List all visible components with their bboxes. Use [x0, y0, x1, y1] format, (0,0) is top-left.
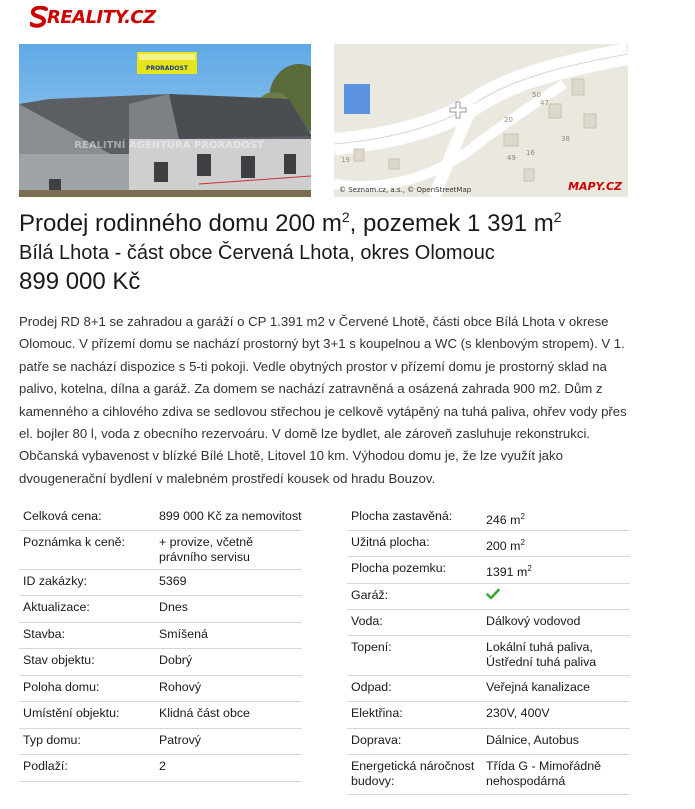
param-row — [347, 755, 630, 795]
param-label: Plocha zastavěná: — [351, 509, 453, 523]
params-right — [347, 505, 630, 795]
param-row — [347, 610, 630, 636]
param-value-text: Rohový — [159, 680, 202, 694]
listing-description: Prodej RD 8+1 se zahradou a garáží o CP 1.391 m2 v Červené Lhotě, části obce Bílá Lhota v okrese Olomouc. V přízemí domu se nachází prostorný byt 3+1 s koupelnou a WC (s klenbovým stropem). V 1. patře se nachází dispozice s 5-ti pokoji. Vedle obytných prostor v přízemí domu je prostorný sklad na palivo, kotelna, dílna a garáž. Za domem se nachází zatravněná a osázená zahrada 900 m2. Dům z kamenného a cihlového zdiva se sedlovou střechou je celkově vytápěný na tuhá paliva, ohřev vody přes el. bojler 80 l, voda z obecního rezervoáru. V domě lze bydlet, ale zároveň zasluhuje rekonstrukci. Občanská vybavenost v blízké Bílé Lhotě, Litovel 10 km. Výhodou domu je, že lze využít jako dvougenerační bydlení v malebném prostředí kousek od hradu Bouzov. — [19, 314, 627, 486]
listing-price: 899 000 Kč — [19, 268, 141, 295]
param-value — [486, 640, 630, 675]
param-value — [486, 561, 630, 583]
param-row — [19, 676, 302, 702]
param-label: Stavba: — [23, 627, 66, 641]
param-value-text: 5369 — [159, 574, 187, 588]
house-number: 49 — [507, 154, 516, 162]
photo-watermark: REALITNÍ AGENTURA PRORADOST — [74, 140, 264, 151]
param-row — [19, 531, 302, 570]
param-row — [19, 755, 302, 782]
param-value-text: 1391 m — [486, 565, 528, 580]
param-value-sup: 2 — [527, 564, 532, 573]
param-row — [19, 570, 302, 596]
param-value — [486, 733, 630, 754]
param-value — [159, 733, 302, 754]
param-value-text: Třída G - Mimořádně nehospodárná — [486, 759, 601, 788]
logo-text: REALITY.CZ — [47, 6, 156, 28]
param-label: Energetická náročnost budovy: — [351, 759, 475, 788]
param-value — [159, 509, 302, 530]
param-value — [486, 588, 630, 609]
param-label: Užitná plocha: — [351, 535, 430, 549]
param-value — [159, 535, 302, 569]
param-value-text: Smíšená — [159, 627, 208, 641]
param-value — [486, 680, 630, 701]
param-label: Poloha domu: — [23, 680, 100, 694]
map-attribution: © Seznam.cz, a.s., © OpenStreetMap — [339, 186, 472, 194]
param-row — [347, 636, 630, 676]
param-value-sup: 2 — [520, 538, 525, 547]
param-value — [159, 600, 302, 622]
param-row — [347, 729, 630, 755]
param-value-text: 230V, 400V — [486, 706, 550, 720]
location-map[interactable] — [334, 44, 628, 197]
house-illustration — [19, 44, 311, 197]
param-value-text: Dobrý — [159, 653, 193, 667]
param-row — [19, 702, 302, 729]
param-value — [486, 614, 630, 635]
param-label: Poznámka k ceně: — [23, 535, 125, 549]
param-value-text: Patrový — [159, 733, 202, 747]
param-label: Celková cena: — [23, 509, 102, 523]
param-value-text: + provize, včetně právního servisu — [159, 535, 254, 564]
param-value — [486, 535, 630, 556]
house-number: 19 — [341, 156, 350, 164]
param-row — [19, 505, 302, 531]
mapy-logo: MAPY.CZ — [568, 180, 622, 193]
param-value-text: Dálkový vodovod — [486, 614, 581, 628]
house-number: 16 — [526, 149, 535, 157]
param-row — [19, 649, 302, 676]
title-part: , pozemek 1 391 m — [349, 210, 554, 237]
title-part: Prodej rodinného domu 200 m — [19, 210, 342, 237]
listing-title — [19, 209, 562, 238]
house-number: 20 — [504, 116, 513, 124]
param-label: Voda: — [351, 614, 383, 628]
param-label: Umístění objektu: — [23, 706, 120, 720]
param-value-text: 200 m — [486, 539, 521, 554]
param-label: Stav objektu: — [23, 653, 95, 667]
param-row — [347, 531, 630, 557]
property-photo[interactable] — [19, 44, 311, 197]
param-label: Topení: — [351, 640, 392, 654]
param-value-text: Dnes — [159, 600, 188, 614]
param-row — [19, 596, 302, 623]
param-row — [347, 584, 630, 610]
param-label: Typ domu: — [23, 733, 81, 747]
param-row — [347, 505, 630, 531]
param-value-text: Dálnice, Autobus — [486, 733, 579, 747]
param-row — [347, 702, 630, 729]
param-value-text: Veřejná kanalizace — [486, 680, 591, 694]
param-value-text: Lokální tuhá paliva, Ústřední tuhá paliva — [486, 640, 597, 669]
param-value — [159, 759, 302, 781]
param-value — [159, 706, 302, 728]
param-value-text: 899 000 Kč za nemovitost — [159, 509, 302, 523]
param-label: Garáž: — [351, 588, 389, 602]
house-number: 47 — [540, 99, 549, 107]
param-value — [159, 627, 302, 648]
title-sup: 2 — [341, 209, 350, 225]
param-value — [159, 653, 302, 675]
param-value-text: Klidná část obce — [159, 706, 250, 720]
param-label: Aktualizace: — [23, 600, 90, 614]
house-number: 50 — [532, 91, 541, 99]
param-value-text: 246 m — [486, 513, 521, 528]
param-row — [19, 729, 302, 755]
param-value — [159, 574, 302, 595]
param-value — [486, 509, 630, 530]
param-row — [19, 623, 302, 649]
param-row — [347, 676, 630, 702]
param-label: Elektřina: — [351, 706, 403, 720]
site-logo[interactable] — [30, 6, 156, 28]
param-value — [159, 680, 302, 701]
param-label: Podlaží: — [23, 759, 68, 773]
param-label: Odpad: — [351, 680, 392, 694]
param-label: ID zakázky: — [23, 574, 88, 588]
param-value — [486, 706, 630, 728]
param-row — [347, 557, 630, 584]
map-tiles — [334, 44, 628, 197]
house-number: 38 — [561, 135, 570, 143]
param-value-sup: 2 — [520, 512, 525, 521]
params-left — [19, 505, 302, 782]
listing-locality: Bílá Lhota - část obce Červená Lhota, okres Olomouc — [19, 242, 495, 264]
param-label: Plocha pozemku: — [351, 561, 447, 575]
sign-text: PRORADOST — [146, 65, 188, 72]
param-value — [486, 759, 630, 794]
check-icon — [486, 588, 500, 600]
param-label: Doprava: — [351, 733, 402, 747]
logo-s-icon — [30, 6, 48, 28]
param-value-text: 2 — [159, 759, 166, 773]
title-sup: 2 — [553, 209, 562, 225]
